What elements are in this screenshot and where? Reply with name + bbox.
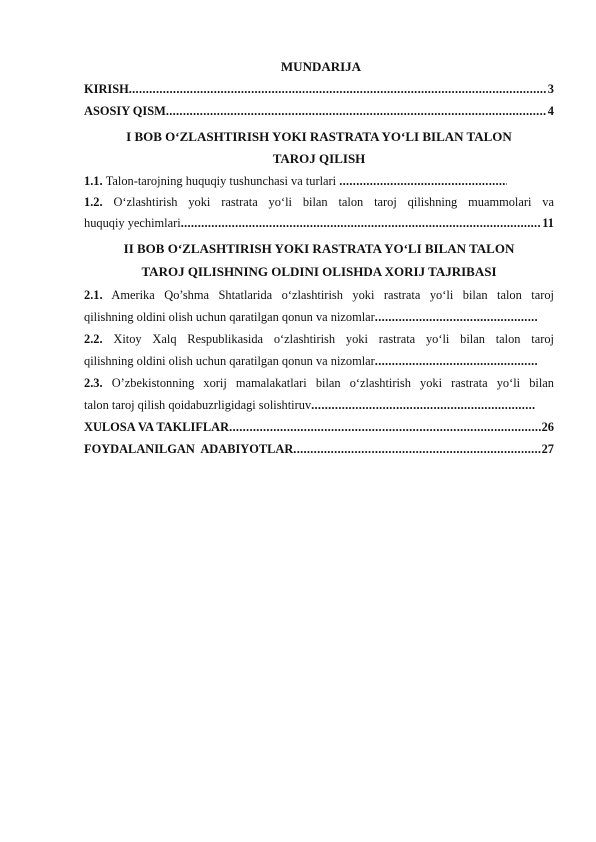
leader-dots bbox=[375, 350, 538, 372]
leader-dots bbox=[166, 100, 547, 122]
leader-dots bbox=[181, 212, 542, 234]
toc-entry-1-1[interactable] bbox=[84, 170, 508, 192]
entry-text: Amerika Qo’shma Shtatlarida o‘zlashtirish yoki rastrata yo‘li bilan talon taroj bbox=[111, 288, 554, 302]
section-number: 1.2. bbox=[84, 195, 103, 209]
entry-text: O‘zlashtirish yoki rastrata yo‘li bilan talon taroj qilishning muammolari va bbox=[113, 195, 554, 209]
leader-dots bbox=[311, 394, 535, 416]
entry-text-line1 bbox=[84, 192, 554, 212]
page-number: 27 bbox=[541, 442, 554, 456]
toc-entry-2-1[interactable] bbox=[84, 284, 554, 328]
toc-entry-1-2[interactable] bbox=[84, 192, 554, 234]
leader-dots bbox=[339, 170, 507, 192]
leader-dots bbox=[229, 416, 541, 438]
section-number: 1.1. bbox=[84, 174, 103, 188]
chapter-1-heading-cont[interactable]: TAROJ QILISH bbox=[272, 151, 366, 166]
toc-entry-foydalanilgan-adabiyotlar[interactable] bbox=[84, 438, 554, 460]
entry-text-line1 bbox=[84, 328, 554, 350]
page-number: 11 bbox=[542, 216, 554, 230]
entry-text-line2: huquqiy yechimlari bbox=[84, 216, 181, 230]
chapter-1-heading[interactable]: I BOB O‘ZLASHTIRISH YOKI RASTRATA YO‘LI BILAN TALON bbox=[126, 129, 512, 144]
page-number: 26 bbox=[541, 420, 554, 434]
entry-text-line1 bbox=[84, 284, 554, 306]
toc-entry-2-3[interactable] bbox=[84, 372, 554, 416]
chapter-2-heading[interactable]: II BOB O‘ZLASHTIRISH YOKI RASTRATA YO‘LI BILAN TALON bbox=[123, 241, 515, 256]
entry-label: FOYDALANILGAN ADABIYOTLAR bbox=[84, 442, 294, 456]
entry-label: XULOSA VA TAKLIFLAR bbox=[84, 420, 230, 434]
chapter-2-heading-cont[interactable]: TAROJ QILISHNING OLDINI OLISHDA XORIJ TAJRIBASI bbox=[141, 264, 497, 279]
entry-text-line2: qilishning oldini olish uchun qaratilgan qonun va nizomlar bbox=[84, 354, 375, 368]
entry-label bbox=[103, 170, 340, 192]
entry-label: KIRISH bbox=[84, 82, 129, 96]
entry-text: Xitoy Xalq Respublikasida o‘zlashtirish yoki rastrata yo‘li bilan talon taroj bbox=[113, 332, 555, 346]
toc-entry-kirish[interactable] bbox=[84, 78, 554, 100]
entry-text-line2: talon taroj qilish qoidabuzrligidagi solishtiruv bbox=[84, 398, 312, 412]
page-number: 3 bbox=[547, 82, 554, 96]
entry-label: ASOSIY QISM bbox=[84, 104, 166, 118]
leader-dots bbox=[293, 438, 540, 460]
entry-text: Talon-tarojning huquqiy tushunchasi va turlari bbox=[105, 174, 337, 188]
table-of-contents bbox=[84, 56, 554, 460]
entry-text: O’zbekistonning xorij mamalakatlari bilan o‘zlashtirish yoki rastrata yo‘li bilan bbox=[111, 376, 554, 390]
page-number: 4 bbox=[547, 104, 554, 118]
section-number: 2.1. bbox=[84, 288, 103, 302]
toc-entry-asosiy-qism[interactable] bbox=[84, 100, 554, 122]
leader-dots bbox=[375, 306, 538, 328]
toc-entry-xulosa[interactable] bbox=[84, 416, 554, 438]
entry-text-line2: qilishning oldini olish uchun qaratilgan qonun va nizomlar bbox=[84, 310, 375, 324]
toc-entry-2-2[interactable] bbox=[84, 328, 554, 372]
section-number: 2.3. bbox=[84, 376, 103, 390]
leader-dots bbox=[129, 78, 547, 100]
toc-title: MUNDARIJA bbox=[280, 59, 362, 74]
entry-text-line1 bbox=[84, 372, 554, 394]
section-number: 2.2. bbox=[84, 332, 103, 346]
